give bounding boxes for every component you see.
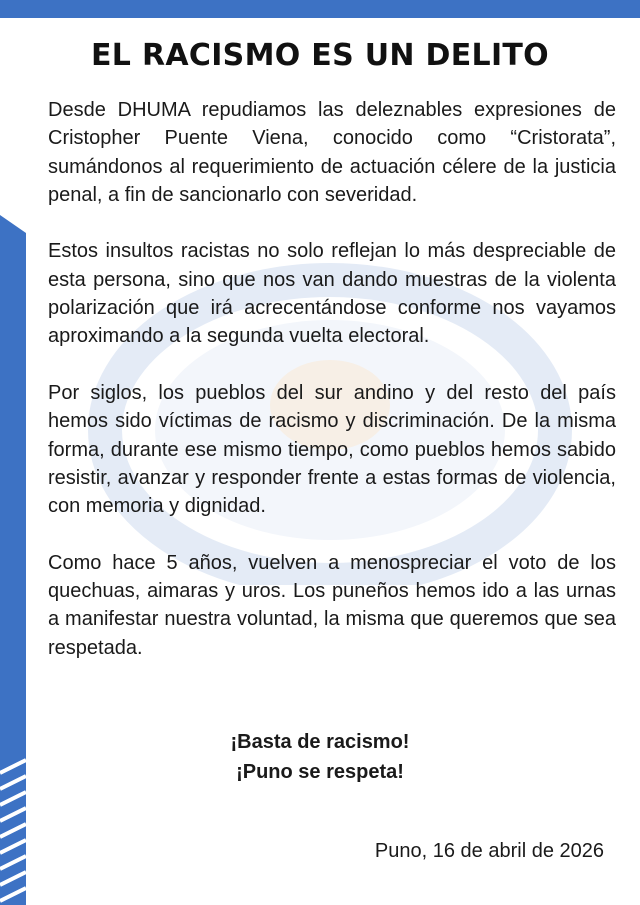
statement-body — [48, 96, 616, 690]
slogans-block — [0, 727, 640, 787]
left-stripe-decoration — [0, 215, 26, 905]
paragraph-1: Desde DHUMA repudiamos las deleznables expresiones de Cristopher Puente Viena, conocido como “Cristorata”, sumándonos al requerimiento de actuación célere de la justicia penal, a fin de sancionarlo con severidad. — [48, 99, 616, 206]
page-title: EL RACISMO ES UN DELITO — [91, 38, 549, 73]
place-and-date: Puno, 16 de abril de 2026 — [374, 840, 604, 862]
slogan-puno-se-respeta: ¡Puno se respeta! — [236, 761, 404, 783]
paragraph-3: Por siglos, los pueblos del sur andino y del resto del país hemos sido víctimas de racismo y discriminación. De la misma forma, durante ese mismo tiempo, como pueblos hemos sabido resistir, avanzar y responder frente a estas formas de violencia, con memoria y dignidad. — [48, 381, 616, 518]
paragraph-2: Estos insultos racistas no solo reflejan lo más despreciable de esta persona, sino que nos van dando muestras de la violenta polarización que irá acrecentándose conforme nos vayamos aproximando a la segunda vuelta electoral. — [48, 240, 616, 348]
top-accent-bar — [0, 0, 640, 18]
paragraph-4: Como hace 5 años, vuelven a menospreciar el voto de los quechuas, aimaras y uros. Los puneños hemos ido a las urnas a manifestar nuestra voluntad, la misma que queremos que sea respetada. — [48, 551, 616, 659]
slogan-basta-de-racismo: ¡Basta de racismo! — [230, 731, 410, 753]
